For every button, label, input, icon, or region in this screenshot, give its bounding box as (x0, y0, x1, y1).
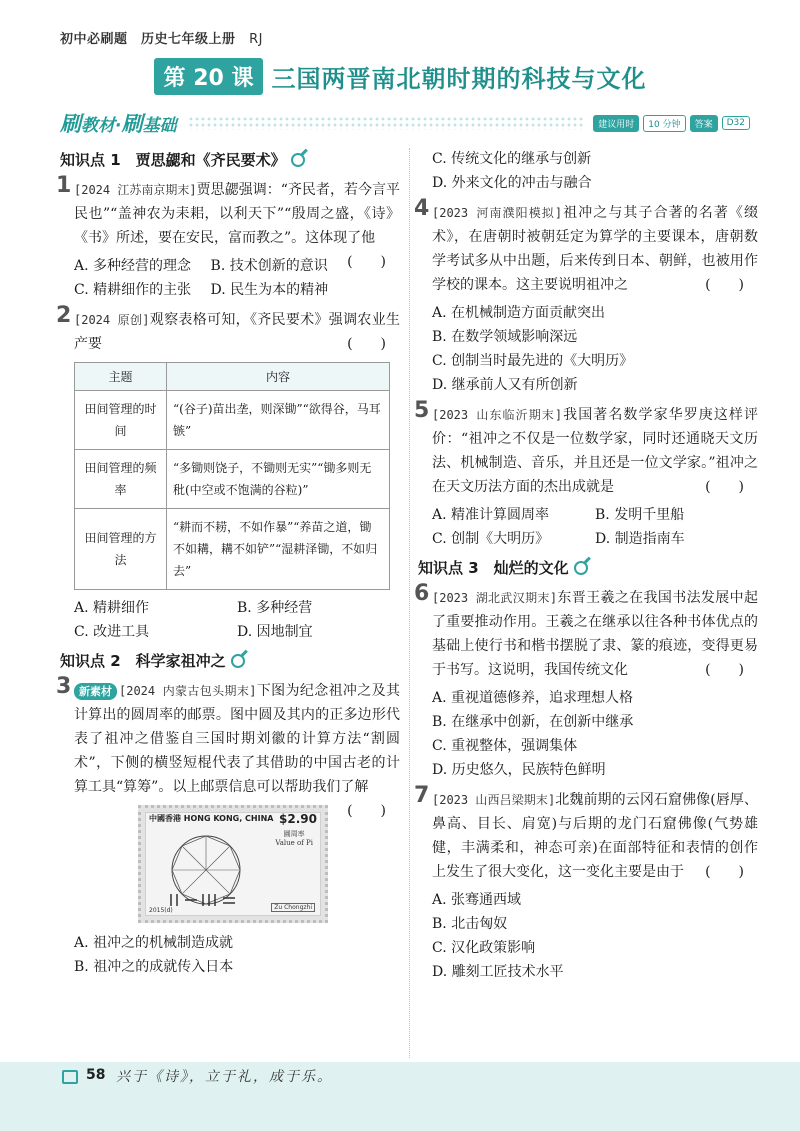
question-source: [2024 内蒙古包头期末] (119, 684, 257, 698)
footer-quote: 兴于《诗》，立于礼，成于乐。 (116, 1069, 333, 1085)
question-stem: 下图为纪念祖冲之及其计算出的圆周率的邮票。图中圆及其内的正多边形代表了祖冲之借鉴自三国时期刘徽的计算方法“割圆术”，下侧的横竖短棍代表了其借助的中国古老的计算工具“算筹”。以上邮票信息可以帮助我们了解 (74, 683, 401, 795)
target-icon (231, 654, 245, 668)
answer-bracket[interactable]: ( ) (347, 254, 386, 270)
option-d[interactable]: D. 民生为本的精神 (210, 282, 329, 298)
table-cell-content: “(谷子)苗出垄，则深锄”“欲得谷，马耳镞” (167, 391, 390, 450)
time-value: 10 分钟 (643, 115, 685, 132)
book-header (60, 28, 263, 47)
answer-page: D32 (722, 116, 750, 130)
option-d[interactable]: D. 因地制宜 (237, 624, 313, 640)
question-number: 6 (414, 581, 430, 606)
question-source: [2023 山西吕梁期末] (432, 793, 556, 807)
band-dots-decoration (188, 116, 583, 130)
table-row (75, 509, 390, 590)
question-source: [2023 湖北武汉期末] (432, 591, 558, 605)
circle-polygon-diagram (151, 828, 271, 908)
question-stem: 我国著名数学家华罗庚这样评价：“祖冲之不仅是一位数学家，同时还通晓天文历法、机械制造、音乐，并且还是一位文学家。”祖冲之在天文历法方面的杰出成就是 (432, 407, 759, 495)
option-a[interactable]: A. 张骞通西域 (432, 892, 522, 908)
table-row (75, 450, 390, 509)
lesson-number: 第 20 课 (154, 58, 264, 95)
question-number: 1 (56, 173, 72, 198)
question-4-options (418, 301, 758, 397)
answer-bracket[interactable]: ( ) (705, 662, 744, 678)
answer-bracket[interactable]: ( ) (705, 277, 744, 293)
lesson-heading (0, 58, 800, 95)
left-column (56, 145, 401, 985)
question-source: [2024 江苏南京期末] (74, 183, 197, 197)
option-d[interactable]: D. 制造指南车 (595, 531, 685, 547)
book-name: 初中必刷题 (60, 32, 128, 47)
question-stem: 北魏前期的云冈石窟佛像(唇厚、鼻高、目长、肩宽)与后期的龙门石窟佛像(气势雄健，丰满柔和，神态可亲)在面部特征和表情的创作上发生了很大变化，这一变化主要是由于 (432, 792, 758, 880)
page-footer (0, 1062, 800, 1131)
option-b[interactable]: B. 祖冲之的成就传入日本 (74, 959, 234, 975)
option-c[interactable]: C. 重视整体，强调集体 (432, 738, 578, 754)
book-edition: RJ (249, 32, 263, 47)
option-b[interactable]: B. 在继承中创新，在创新中继承 (432, 714, 634, 730)
option-c[interactable]: C. 汉化政策影响 (432, 940, 536, 956)
knowledge-point-2: 知识点 2 科学家祖冲之 (60, 650, 400, 671)
option-b[interactable]: B. 发明千里船 (595, 507, 685, 523)
answer-bracket[interactable]: ( ) (347, 803, 386, 819)
answer-bracket[interactable]: ( ) (705, 864, 744, 880)
question-source: [2024 原创] (74, 313, 150, 327)
knowledge-point-3: 知识点 3 灿烂的文化 (418, 557, 758, 578)
question-stem: 贾思勰强调：“齐民者，若今言平民也”“盖神农为耒耜，以利天下”“殷周之盛，《诗》《书》所述，要在安民，富而教之”。这体现了他 (74, 182, 400, 246)
option-d[interactable]: D. 外来文化的冲击与融合 (432, 175, 592, 191)
table-cell-topic: 田间管理的时间 (75, 391, 167, 450)
option-a[interactable]: A. 重视道德修养，追求理想人格 (432, 690, 634, 706)
page-number: 58 (86, 1067, 106, 1083)
question-5-options (418, 503, 758, 551)
option-a[interactable]: A. 祖冲之的机械制造成就 (74, 935, 234, 951)
option-c[interactable]: C. 改进工具 (74, 624, 150, 640)
table-cell-topic: 田间管理的频率 (75, 450, 167, 509)
option-d[interactable]: D. 雕刻工匠技术水平 (432, 964, 564, 980)
question-7 (414, 783, 758, 884)
table-header: 主题 (75, 363, 167, 391)
question-6 (414, 581, 758, 682)
right-column (414, 145, 759, 990)
question-number: 3 (56, 674, 72, 699)
question-2-options (60, 596, 400, 644)
question-5 (414, 398, 759, 499)
option-a[interactable]: A. 精准计算圆周率 (432, 507, 550, 523)
question-source: [2023 山东临沂期末] (432, 408, 563, 422)
column-divider (409, 148, 410, 1058)
time-label: 建议用时 (593, 115, 639, 132)
knowledge-point-1: 知识点 1 贾思勰和《齐民要术》 (60, 149, 400, 170)
stamp-country: 中國香港 HONG KONG, CHINA (149, 814, 274, 823)
new-material-badge: 新素材 (74, 683, 117, 700)
question-stem: 东晋王羲之在我国书法发展中起了重要推动作用。王羲之在继承以往各种书体优点的基础上使行书和楷书摆脱了隶、篆的痕迹，变得更易于书写。这说明，我国传统文化 (432, 590, 758, 678)
answer-label: 答案 (690, 115, 718, 132)
option-c[interactable]: C. 创制《大明历》 (432, 531, 550, 547)
farming-table (74, 362, 390, 590)
option-c[interactable]: C. 创制当时最先进的《大明历》 (432, 353, 634, 369)
table-cell-content: “耕而不耢，不如作暴”“养苗之道，锄不如耩，耩不如铲”“湿耕泽锄，不如归去” (167, 509, 390, 590)
section-band (60, 110, 750, 136)
option-b[interactable]: B. 在数学领域影响深远 (432, 329, 578, 345)
question-2 (56, 303, 401, 356)
option-a[interactable]: A. 在机械制造方面贡献突出 (432, 305, 606, 321)
book-icon (62, 1070, 78, 1084)
option-d[interactable]: D. 历史悠久，民族特色鲜明 (432, 762, 606, 778)
question-7-options (418, 888, 758, 984)
stamp-year: 2015(d) (149, 907, 173, 914)
option-b[interactable]: B. 技术创新的意识 (210, 258, 328, 274)
question-4 (414, 196, 759, 297)
question-stem: 观察表格可知，《齐民要术》强调农业生产要 (74, 312, 401, 352)
table-row (75, 391, 390, 450)
question-3-options (60, 931, 400, 979)
stamp-title: 圓周率 Value of Pi (275, 830, 313, 847)
question-number: 5 (414, 398, 430, 423)
table-cell-topic: 田间管理的方法 (75, 509, 167, 590)
table-header: 内容 (167, 363, 390, 391)
question-6-options (418, 686, 758, 782)
question-number: 2 (56, 303, 72, 328)
question-3-options-continued (418, 147, 758, 195)
question-source: [2023 河南濮阳模拟] (432, 206, 563, 220)
option-a[interactable]: A. 多种经营的理念 (74, 258, 192, 274)
target-icon (291, 153, 305, 167)
answer-bracket[interactable]: ( ) (705, 479, 744, 495)
option-d[interactable]: D. 继承前人又有所创新 (432, 377, 578, 393)
question-stem: 祖冲之与其子合著的名著《缀术》，在唐朝时被朝廷定为算学的主要课本，唐朝数学考试多从中出题，后来传到日本、朝鲜，也被用作学校的课本。这主要说明祖冲之 (432, 205, 759, 293)
option-b[interactable]: B. 北击匈奴 (432, 916, 508, 932)
stamp-signature: Zu Chongzhi (271, 903, 315, 912)
book-subject: 历史七年级上册 (141, 32, 236, 47)
question-number: 7 (414, 783, 430, 808)
target-icon (574, 561, 588, 575)
option-c[interactable]: C. 精耕细作的主张 (74, 282, 192, 298)
stamp-value: $2.90 (279, 812, 317, 826)
question-1-options (60, 254, 347, 302)
zu-chongzhi-stamp-image (138, 805, 328, 923)
option-c[interactable]: C. 传统文化的继承与创新 (432, 151, 592, 167)
section-logo: 刷教材·刷基础 (60, 112, 177, 136)
option-b[interactable]: B. 多种经营 (237, 600, 313, 616)
question-number: 4 (414, 196, 430, 221)
lesson-title: 三国两晋南北朝时期的科技与文化 (271, 65, 647, 93)
option-a[interactable]: A. 精耕细作 (74, 600, 150, 616)
answer-bracket[interactable]: ( ) (347, 336, 386, 352)
table-cell-content: “多锄则饶子，不锄则无实”“锄多则无秕(中空或不饱满的谷粒)” (167, 450, 390, 509)
